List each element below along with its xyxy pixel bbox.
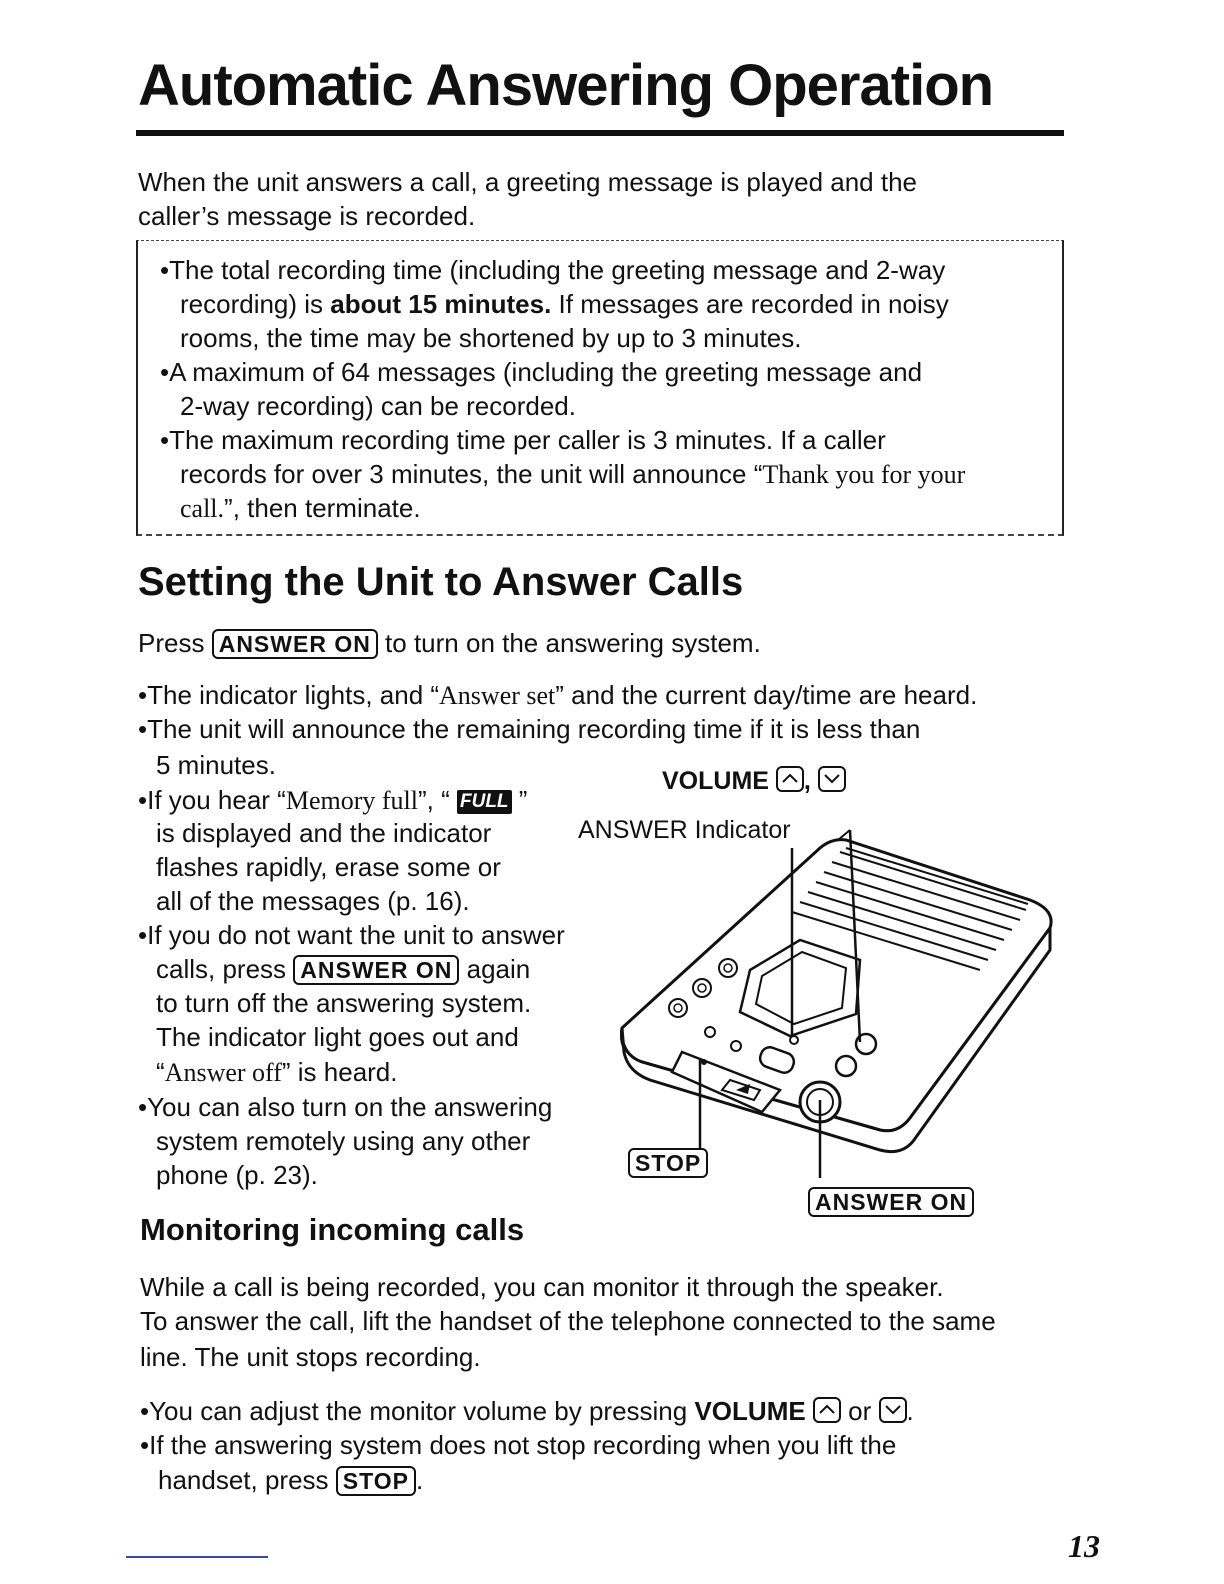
- page-title: Automatic Answering Operation: [138, 53, 994, 118]
- press-answer-on-line: Press ANSWER ON to turn on the answering system.: [138, 628, 761, 658]
- note-3-line-2: records for over 3 minutes, the unit will announce “Thank you for your: [180, 459, 966, 489]
- bullet-remaining-time: •The unit will announce the remaining recording time if it is less than: [138, 714, 921, 744]
- stop-key: STOP: [336, 1466, 416, 1496]
- monitoring-p2: To answer the call, lift the handset of the telephone connected to the same: [140, 1306, 996, 1336]
- section-heading: Setting the Unit to Answer Calls: [138, 560, 744, 604]
- full-display-icon: FULL: [457, 790, 512, 814]
- answering-machine-illustration: [610, 800, 1070, 1200]
- intro-line-1: When the unit answers a call, a greeting message is played and the: [138, 167, 918, 197]
- intro-line-2: caller’s message is recorded.: [138, 201, 476, 231]
- bullet-turn-off-5: “Answer off” is heard.: [156, 1057, 398, 1087]
- volume-down-icon-2: [879, 1397, 907, 1423]
- title-underline: [136, 130, 1064, 136]
- bullet-remaining-time-2: 5 minutes.: [156, 750, 276, 780]
- monitoring-bullet-stop-2: handset, press STOP .: [158, 1465, 424, 1495]
- bullet-remote-2: system remotely using any other: [156, 1126, 531, 1156]
- note-1-line-2: recording) is about 15 minutes. If messages are recorded in noisy: [180, 289, 949, 319]
- bullet-memory-full: •If you hear “Memory full”, “ FULL ”: [138, 785, 528, 815]
- monitoring-heading: Monitoring incoming calls: [140, 1212, 525, 1247]
- figure-answer-on-label: ANSWER ON: [808, 1187, 974, 1217]
- monitoring-p1: While a call is being recorded, you can monitor it through the speaker.: [140, 1272, 944, 1302]
- bullet-turn-off-1: •If you do not want the unit to answer: [138, 920, 565, 950]
- note-2-line-2: 2-way recording) can be recorded.: [180, 391, 576, 421]
- answer-on-key-2: ANSWER ON: [293, 955, 459, 985]
- volume-up-icon: [776, 766, 804, 792]
- bullet-turn-off-2: calls, press ANSWER ON again: [156, 954, 531, 984]
- note-3-line-3: call.”, then terminate.: [180, 493, 421, 523]
- volume-label: VOLUME ,: [662, 766, 846, 796]
- page-number: 13: [1068, 1528, 1100, 1564]
- bullet-memory-full-4: all of the messages (p. 16).: [156, 886, 470, 916]
- volume-up-icon-2: [813, 1397, 841, 1423]
- bullet-memory-full-2: is displayed and the indicator: [156, 818, 492, 848]
- figure-stop-label: STOP: [628, 1148, 708, 1178]
- note-1-line-1: •The total recording time (including the greeting message and 2-way: [160, 255, 946, 285]
- bullet-memory-full-3: flashes rapidly, erase some or: [156, 852, 501, 882]
- monitoring-bullet-stop-1: •If the answering system does not stop recording when you lift the: [140, 1430, 897, 1460]
- bullet-turn-off-4: The indicator light goes out and: [156, 1022, 519, 1052]
- monitoring-bullet-volume: •You can adjust the monitor volume by pressing VOLUME or .: [140, 1396, 914, 1426]
- bullet-turn-off-3: to turn off the answering system.: [156, 988, 532, 1018]
- answer-indicator-label: ANSWER Indicator: [578, 816, 791, 844]
- answer-on-key: ANSWER ON: [212, 629, 378, 659]
- volume-down-icon: [818, 766, 846, 792]
- bullet-remote-1: •You can also turn on the answering: [138, 1092, 553, 1122]
- note-1-line-3: rooms, the time may be shortened by up to 3 minutes.: [180, 323, 802, 353]
- bullet-remote-3: phone (p. 23).: [156, 1160, 318, 1190]
- note-2-line-1: •A maximum of 64 messages (including the greeting message and: [160, 357, 923, 387]
- bullet-indicator-lights: •The indicator lights, and “Answer set” and the current day/time are heard.: [138, 680, 978, 710]
- footer-line: [126, 1556, 268, 1558]
- monitoring-p3: line. The unit stops recording.: [140, 1342, 481, 1372]
- note-3-line-1: •The maximum recording time per caller is 3 minutes. If a caller: [160, 425, 886, 455]
